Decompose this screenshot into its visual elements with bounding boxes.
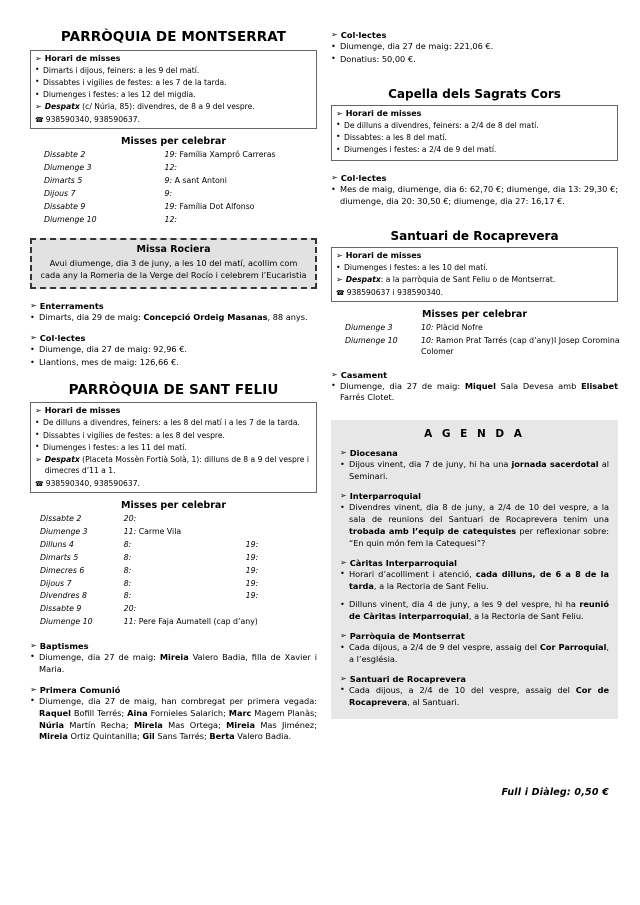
mass-day: Diumenge 3 (44, 163, 92, 173)
list-item: • Diumenges i festes: a 2/4 de 9 del matí. (336, 145, 612, 156)
agenda-section-header (340, 674, 609, 684)
mass-day: Diumenge 3 (345, 323, 393, 333)
page-title-rocaprevera: Santuari de Rocaprevera (390, 229, 559, 244)
agenda-section-header-label: Interparroquial (349, 491, 421, 502)
agenda-item-pre: Cada dijous, a 2/4 de 9 del vespre, assaig del (349, 642, 540, 653)
agenda-section-diocesana (340, 448, 609, 483)
list-item: • Dissabtes: a les 8 del matí. (336, 133, 612, 144)
baptisme-post: Valero Badia, filla de Xavier i Maria. (39, 651, 317, 674)
agenda-section-header (340, 448, 609, 458)
section-collectes-montserrat (30, 333, 317, 369)
agenda-item-post: , a la Rectoria de Sant Feliu. (468, 611, 584, 622)
baptismes-list (30, 652, 317, 676)
agenda-item-list (340, 459, 609, 483)
montserrat-masses-table (44, 149, 331, 226)
mass-time: 20: (123, 514, 137, 524)
agenda-section-caritas (340, 558, 609, 624)
agenda-item-bold: Cor Parroquial (539, 642, 607, 653)
comunio-last-name: Mas Jiménez; (255, 719, 317, 730)
agenda-section-header (340, 558, 609, 568)
section-casament (331, 370, 618, 405)
table-row (40, 513, 327, 526)
rocaprevera-phones (336, 287, 612, 298)
agenda-section-header-label: Diocesana (349, 448, 398, 459)
list-item: • Diumenges i festes: a les 11 del matí. (35, 443, 311, 454)
capella-schedule-list (336, 121, 612, 156)
list-item (340, 459, 609, 483)
rocaprevera-schedule-header-label: Horari de misses (345, 251, 422, 260)
list-item: • Diumenge, dia 27 de maig: 221,06 €. (331, 41, 618, 53)
casament-name-2: Elisabet (581, 380, 618, 391)
despatx-text: : a la parròquia de Sant Feliu o de Montserrat. (380, 275, 556, 285)
table-row (345, 335, 632, 358)
phone-numbers: 938590340, 938590637. (45, 115, 140, 125)
page-title-sant-feliu: PARRÒQUIA DE SANT FELIU (68, 381, 279, 398)
agenda-item-bold: reunió de Càritas interparroquial (349, 599, 609, 622)
agenda-item-post: per reflexionar sobre: “En quin món fem la Catequesi”? (349, 525, 609, 548)
heading-arrow-icon: ➢ (30, 684, 37, 694)
heading-arrow-icon: ➢ (331, 369, 338, 379)
agenda-item-post: al Seminari. (349, 459, 609, 482)
heading-arrow-icon: ➢ (340, 631, 347, 641)
mass-time: 8: (123, 552, 132, 562)
rocaprevera-masses-table (345, 322, 632, 358)
mass-time: 9: (164, 189, 173, 199)
heading-arrow-icon: ➢ (35, 455, 42, 465)
sant-feliu-masses-table (40, 513, 327, 629)
collectes-header-label: Col·lectes (340, 173, 387, 184)
agenda-section-header-label: Càritas Interparroquial (349, 557, 457, 568)
mass-time-2: 19: (245, 578, 259, 588)
list-item (30, 696, 317, 744)
montserrat-phones (35, 114, 311, 125)
mass-day: Dilluns 4 (40, 539, 74, 549)
despatx-label: Despatx (44, 455, 80, 465)
montserrat-masses-title: Misses per celebrar (120, 136, 226, 148)
mass-time: 8: (123, 539, 132, 549)
table-row (40, 603, 327, 616)
agenda-item-bold: cada dilluns, de 6 a 8 de la tarda (349, 568, 609, 591)
mass-day: Divendres 8 (40, 591, 87, 601)
rocaprevera-schedule-list (336, 263, 612, 274)
primera-comunio-list (30, 696, 317, 744)
agenda-item-pre: Dijous vinent, dia 7 de juny, hi ha una (349, 459, 512, 470)
table-row (44, 149, 331, 162)
agenda-item-bold: jornada sacerdotal (511, 459, 599, 470)
mass-day: Diumenge 3 (40, 527, 88, 537)
footer-price: Full i Diàleg: 0,50 € (501, 787, 609, 798)
list-item (331, 381, 618, 405)
list-item: • Donatius: 50,00 €. (331, 54, 618, 66)
agenda-section-header-label: Parròquia de Montserrat (349, 631, 465, 642)
table-row (40, 526, 327, 539)
sant-feliu-masses-title: Misses per celebrar (120, 499, 226, 511)
table-row (44, 162, 331, 175)
comunio-last-name: Magem Planàs; (251, 707, 317, 718)
comunio-first-name: Mireia (226, 719, 256, 730)
comunio-first-name: Gil (142, 731, 155, 742)
table-row (44, 214, 331, 227)
comunio-first-name: Mirela (133, 719, 163, 730)
table-row (40, 565, 327, 578)
mass-time: 8: (123, 591, 132, 601)
despatx-text: (c/ Núria, 85): divendres, de 8 a 9 del vespre. (79, 102, 255, 112)
list-item: • Llantions, mes de maig: 126,66 €. (30, 357, 317, 369)
mass-intention: Família Xampró Carreras (179, 150, 276, 160)
heading-arrow-icon: ➢ (340, 448, 347, 458)
table-row (44, 201, 331, 214)
heading-arrow-icon: ➢ (331, 173, 338, 183)
comunio-first-name: Berta (209, 731, 235, 742)
list-item: • Diumenges i festes: a les 10 del matí. (336, 263, 612, 274)
mass-intention: Plàcid Nofre (436, 323, 483, 333)
mass-time-2: 19: (245, 552, 259, 562)
sant-feliu-schedule-box (30, 402, 317, 493)
comunio-last-name: Valero Badia. (234, 731, 292, 742)
agenda-item-list (340, 569, 609, 624)
heading-arrow-icon: ➢ (336, 251, 343, 260)
list-item (340, 599, 609, 623)
despatx-label: Despatx (345, 275, 381, 285)
agenda-item-post: , a l’església. (349, 642, 609, 665)
comunio-last-name: Mas Ortega; (162, 719, 227, 730)
table-row (40, 552, 327, 565)
heading-arrow-icon: ➢ (35, 53, 42, 63)
mass-intention: Ramon Prat Tarrés (cap d’any) (436, 336, 554, 346)
phone-numbers: 938590637 i 938590340. (346, 288, 444, 298)
baptismes-header-label: Baptismes (39, 640, 89, 651)
table-row (40, 539, 327, 552)
mass-time: 8: (123, 565, 132, 575)
section-collectes-capella (331, 173, 618, 208)
heading-arrow-icon: ➢ (331, 30, 338, 39)
capella-schedule-header-label: Horari de misses (345, 108, 422, 118)
agenda-section-montserrat (340, 631, 609, 666)
baptisme-name: Mireia (159, 651, 189, 662)
comunio-last-name: Fornieles Salarich; (147, 707, 229, 718)
heading-arrow-icon: ➢ (336, 275, 343, 285)
list-item (340, 685, 609, 709)
mass-time: 12: (164, 163, 178, 173)
collectes-header (30, 333, 317, 343)
mass-day: Dimarts 5 (44, 176, 83, 186)
mass-day: Diumenge 10 (40, 617, 93, 627)
casament-post: Farrés Clotet. (340, 392, 395, 403)
collectes-header (331, 30, 618, 40)
baptisme-pre: Diumenge, dia 27 de maig: (39, 651, 160, 662)
mass-time: 19: (164, 202, 178, 212)
collectes-list (30, 344, 317, 369)
comunio-last-name: Ortiz Quintanilla; (67, 731, 143, 742)
list-item: • De dilluns a divendres, feiners: a les 8 del matí i a les 7 de la tarda. (35, 418, 311, 429)
agenda-title: A G E N D A (424, 428, 525, 441)
comunio-first-name: Mireia (39, 731, 68, 742)
collectes-list (331, 184, 618, 208)
heading-arrow-icon: ➢ (340, 557, 347, 567)
casament-pre: Diumenge, dia 27 de maig: (340, 380, 465, 391)
mass-day: Dimarts 5 (40, 552, 79, 562)
mass-time-2: 19: (245, 539, 259, 549)
mass-day: Dissabte 9 (40, 604, 82, 614)
agenda-item-list (340, 685, 609, 709)
mass-time: 8: (123, 578, 132, 588)
comunio-first-name: Aina (127, 707, 148, 718)
capella-schedule-header (336, 109, 612, 119)
mass-intention-extra: I Josep Coromina Colomer (421, 336, 620, 356)
sant-feliu-schedule-header-label: Horari de misses (44, 406, 121, 416)
missa-rociera-box (30, 238, 317, 290)
heading-arrow-icon: ➢ (336, 108, 343, 118)
mass-day: Dijous 7 (44, 189, 76, 199)
agenda-item-post: , al Santuari. (407, 696, 460, 707)
rocaprevera-schedule-header (336, 251, 612, 261)
table-row (40, 616, 327, 629)
agenda-item-pre: Divendres vinent, dia 8 de juny, a 2/4 de 10 del vespre, a la sala de reunions del Santuari de Rocaprevera tenim una (349, 502, 609, 524)
comunio-last-name: Bofill Terrés; (70, 707, 128, 718)
section-enterraments (30, 301, 317, 324)
phone-numbers: 938590340, 938590637. (45, 478, 140, 488)
list-item: • Diumenges i festes: a les 12 del migdia. (35, 90, 311, 101)
rocaprevera-despatx (336, 275, 612, 286)
mass-day: Dissabte 2 (40, 514, 82, 524)
agenda-section-interparroquial (340, 491, 609, 550)
phone-icon: ☎ (336, 289, 345, 298)
mass-day: Diumenge 10 (345, 336, 398, 346)
mass-day: Dissabte 2 (44, 150, 86, 160)
list-item: • Dissabtes i vigílies de festes: a les 8 del vespre. (35, 431, 311, 442)
mass-intention: A sant Antoni (174, 176, 227, 186)
rocaprevera-schedule-box (331, 247, 618, 302)
baptismes-header (30, 641, 317, 651)
sant-feliu-schedule-header (35, 406, 311, 416)
mass-intention: Família Dot Alfonso (179, 202, 255, 212)
mass-time: 20: (123, 604, 137, 614)
comunio-first-name: Raquel (39, 707, 71, 718)
agenda-section-header-label: Santuari de Rocaprevera (349, 673, 466, 684)
page-title-montserrat: PARRÒQUIA DE MONTSERRAT (60, 29, 287, 45)
page-title-capella: Capella dels Sagrats Cors (388, 86, 561, 101)
enterrament-post: , 88 anys. (267, 312, 308, 323)
agenda-item-pre: Dilluns vinent, dia 4 de juny, a les 9 del vespre, hi ha (349, 599, 580, 610)
collectes-header-label: Col·lectes (39, 333, 86, 344)
casament-mid: Sala Devesa amb (495, 380, 582, 391)
mass-intention: Pere Faja Aumatell (cap d’any) (138, 617, 258, 627)
montserrat-schedule-header-label: Horari de misses (44, 53, 121, 63)
despatx-label: Despatx (44, 102, 80, 112)
table-row (44, 188, 331, 201)
section-primera-comunio (30, 685, 317, 744)
montserrat-schedule-header (35, 54, 311, 64)
comunio-intro: Diumenge, dia 27 de maig, han combregat per primera vegada: (39, 695, 317, 706)
table-row (345, 322, 632, 335)
list-item (340, 642, 609, 666)
heading-arrow-icon: ➢ (30, 301, 37, 311)
comunio-last-name: Sans Tarrés; (154, 731, 210, 742)
list-item (30, 652, 317, 676)
montserrat-schedule-box (30, 50, 317, 130)
sant-feliu-despatx (35, 455, 311, 477)
agenda-section-rocaprevera (340, 674, 609, 709)
mass-day: Diumenge 10 (44, 214, 97, 224)
mass-time: 10: (421, 323, 434, 333)
phone-icon: ☎ (35, 116, 44, 125)
agenda-item-list (340, 642, 609, 666)
enterrament-name: Concepció Ordeig Masanas (143, 312, 268, 323)
section-baptismes (30, 641, 317, 676)
section-collectes-montserrat-right (331, 30, 618, 66)
primera-comunio-header (30, 685, 317, 695)
primera-comunio-header-label: Primera Comunió (39, 684, 121, 695)
agenda-section-header (340, 631, 609, 641)
montserrat-despatx (35, 102, 311, 113)
montserrat-schedule-list (35, 66, 311, 101)
list-item (340, 569, 609, 593)
list-item (340, 502, 609, 550)
casament-header-label: Casament (340, 369, 388, 380)
casament-list (331, 381, 618, 405)
casament-header (331, 370, 618, 380)
agenda-item-pre: Horari d’acolliment i atenció, (349, 568, 476, 579)
heading-arrow-icon: ➢ (340, 491, 347, 501)
left-column (30, 30, 317, 744)
capella-schedule-box (331, 105, 618, 162)
list-item (30, 312, 317, 324)
sant-feliu-phones (35, 478, 311, 489)
table-row (40, 590, 327, 603)
table-row (44, 175, 331, 188)
agenda-item-pre: Cada dijous, a 2/4 de 10 del vespre, assaig del (349, 684, 576, 695)
mass-time: 19: (164, 150, 178, 160)
heading-arrow-icon: ➢ (35, 406, 42, 416)
list-item: • Mes de maig, diumenge, dia 6: 62,70 €; diumenge, dia 13: 29,30 €; diumenge, dia 20: 30,50 €; diumenge, dia 27: 16,17 €. (331, 184, 618, 208)
heading-arrow-icon: ➢ (340, 673, 347, 683)
casament-name-1: Miquel (464, 380, 496, 391)
mass-intention: Carme Vila (138, 527, 182, 537)
mass-time-2: 19: (245, 591, 259, 601)
list-item: • Dimarts i dijous, feiners: a les 9 del matí. (35, 66, 311, 77)
mass-day: Dijous 7 (40, 578, 72, 588)
comunio-first-name: Marc (228, 707, 252, 718)
agenda-item-bold: Cor de Rocaprevera (349, 684, 609, 707)
mass-time: 9: (164, 176, 173, 186)
list-item: • Diumenge, dia 27 de maig: 92,96 €. (30, 344, 317, 356)
mass-day: Dissabte 9 (44, 202, 86, 212)
enterraments-header-label: Enterraments (39, 301, 104, 312)
list-item: • De dilluns a divendres, feiners: a 2/4 de 8 del matí. (336, 121, 612, 132)
mass-time: 12: (164, 214, 178, 224)
heading-arrow-icon: ➢ (30, 333, 37, 343)
missa-rociera-body: Avui diumenge, dia 3 de juny, a les 10 del matí, acollim com cada any la Romeria de la Verge del Rocío i celebrem l’Eucaristia (40, 257, 307, 280)
heading-arrow-icon: ➢ (30, 640, 37, 650)
agenda-panel (331, 420, 618, 718)
enterraments-list (30, 312, 317, 324)
mass-time: 11: (123, 617, 137, 627)
rocaprevera-masses-title: Misses per celebrar (421, 309, 527, 321)
mass-time: 11: (123, 527, 137, 537)
agenda-item-bold: trobada amb l’equip de catequistes (349, 525, 517, 536)
list-item: • Dissabtes i vigílies de festes: a les 7 de la tarda. (35, 78, 311, 89)
heading-arrow-icon: ➢ (35, 102, 42, 112)
enterrament-pre: Dimarts, dia 29 de maig: (39, 312, 144, 323)
mass-day: Dimecres 6 (40, 565, 85, 575)
agenda-section-header (340, 491, 609, 501)
sant-feliu-schedule-list (35, 418, 311, 453)
collectes-list (331, 41, 618, 66)
right-column (331, 30, 618, 719)
table-row (40, 577, 327, 590)
despatx-text: (Placeta Mossèn Fortià Solà, 1): dilluns de 8 a 9 del vespre i dimecres d’11 a 1. (44, 455, 309, 476)
comunio-first-name: Núria (39, 719, 65, 730)
mass-time-2: 19: (245, 565, 259, 575)
agenda-item-post: , a la Rectoria de Sant Feliu. (373, 580, 489, 591)
phone-icon: ☎ (35, 479, 44, 488)
missa-rociera-title: Missa Rociera (136, 243, 211, 255)
agenda-item-list (340, 502, 609, 550)
enterraments-header (30, 301, 317, 311)
collectes-header (331, 173, 618, 183)
collectes-header-label: Col·lectes (340, 30, 387, 40)
comunio-last-name: Martín Recha; (64, 719, 134, 730)
mass-time: 10: (421, 336, 434, 346)
